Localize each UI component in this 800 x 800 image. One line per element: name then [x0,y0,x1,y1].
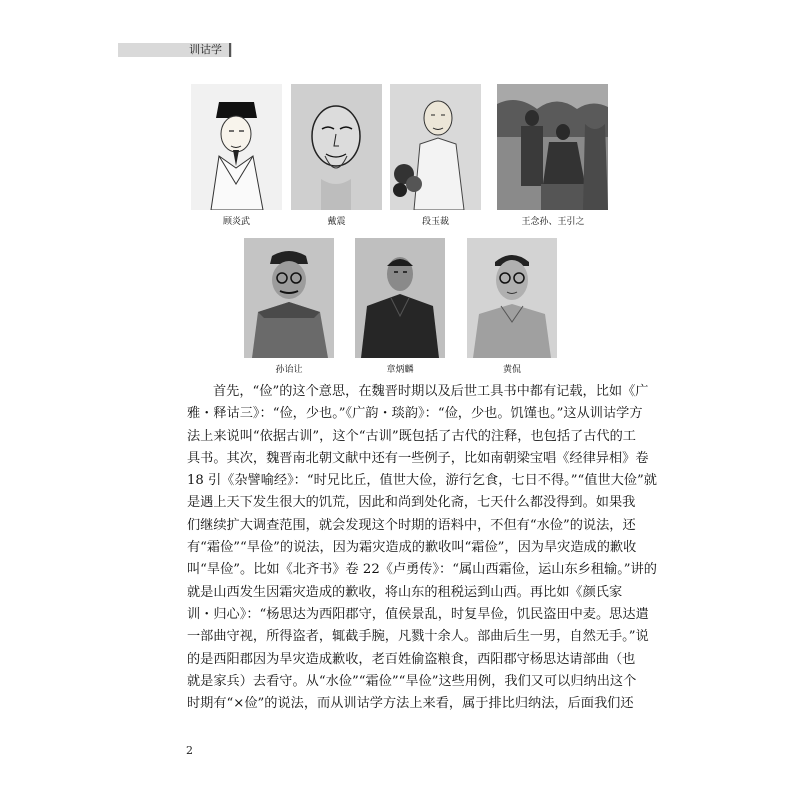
portrait-photo-icon [244,238,334,358]
body-line: 有“霜俭”“旱俭”的说法，因为霜灾造成的歉收叫“霜俭”，因为旱灾造成的歉收 [187,540,637,556]
portrait-drawing-icon [191,84,282,210]
caption-dai-zhen: 戴震 [327,217,346,227]
running-header-divider [229,43,231,57]
portrait-huang-kan [467,238,557,358]
body-line: 就是山西发生因霜灾造成的歉收，将山东的租税运到山西。再比如《颜氏家 [187,584,623,600]
body-line: 一部曲守视，所得盗者，辄截手腕，凡戮十余人。部曲后生一男，自然无手。”说 [187,629,649,645]
body-line: 就是家兵）去看守。从“水俭”“霜俭”“旱俭”这些用例，我们又可以归纳出这个 [187,673,637,689]
body-line: 的是西阳郡因为旱灾造成歉收，老百姓偷盗粮食，西阳郡守杨思达请部曲（也 [187,651,636,667]
portrait-zhang-binglin [355,238,445,358]
body-line: 们继续扩大调查范围，就会发现这个时期的语料中，不但有“水俭”的说法，还 [187,517,636,533]
caption-sun-yirang: 孙诒让 [275,365,303,375]
body-line: 叫“旱俭”。比如《北齐书》卷 22《卢勇传》：“属山西霜俭，运山东乡租输。”讲的 [187,562,657,578]
body-line: 法上来说叫“依据古训”，这个“古训”既包括了古代的注释，也包括了古代的工 [187,428,636,444]
running-header-title: 训诂学 [189,43,222,56]
caption-zhang-binglin: 章炳麟 [386,365,414,375]
portrait-wang-niansun-wang-yinzhi [497,84,608,210]
caption-gu-yanwu: 顾炎武 [222,217,250,227]
body-paragraph [187,381,657,715]
portrait-duan-yucai [390,84,481,210]
body-line: 时期有“×俭”的说法，而从训诂学方法上来看，属于排比归纳法，后面我们还 [187,696,634,712]
portrait-sun-yirang [244,238,334,358]
portrait-dai-zhen [291,84,382,210]
body-line: 是遇上天下发生很大的饥荒，因此和尚到处化斋，七天什么都没得到。如果我 [187,495,636,511]
portrait-drawing-icon [291,84,382,210]
body-line: 18 引《杂譬喻经》：“时兄比丘，值世大俭，游行乞食，七日不得。”“值世大俭”就 [187,473,657,489]
body-line: 雅・释诂三》：“俭，少也。”《广韵・琰韵》：“俭，少也。饥馑也。”这从训诂学方 [187,406,643,422]
caption-huang-kan: 黄侃 [502,365,521,375]
portrait-photo-icon [467,238,557,358]
portrait-gu-yanwu [191,84,282,210]
caption-duan-yucai: 段玉裁 [421,217,449,227]
page-number: 2 [186,744,193,757]
body-line: 具书。其次，魏晋南北朝文献中还有一些例子，比如南朝梁宝唱《经律异相》卷 [187,450,649,466]
body-line: 训・归心》：“杨思达为西阳郡守，值侯景乱，时复旱俭，饥民盗田中麦。思达遣 [187,606,649,622]
caption-wang-niansun-wang-yinzhi: 王念孙、王引之 [521,217,585,227]
statue-photo-icon [497,84,608,210]
portrait-drawing-icon [390,84,481,210]
body-line: 首先，“俭”的这个意思，在魏晋时期以及后世工具书中都有记载，比如《广 [213,384,649,399]
portrait-photo-icon [355,238,445,358]
